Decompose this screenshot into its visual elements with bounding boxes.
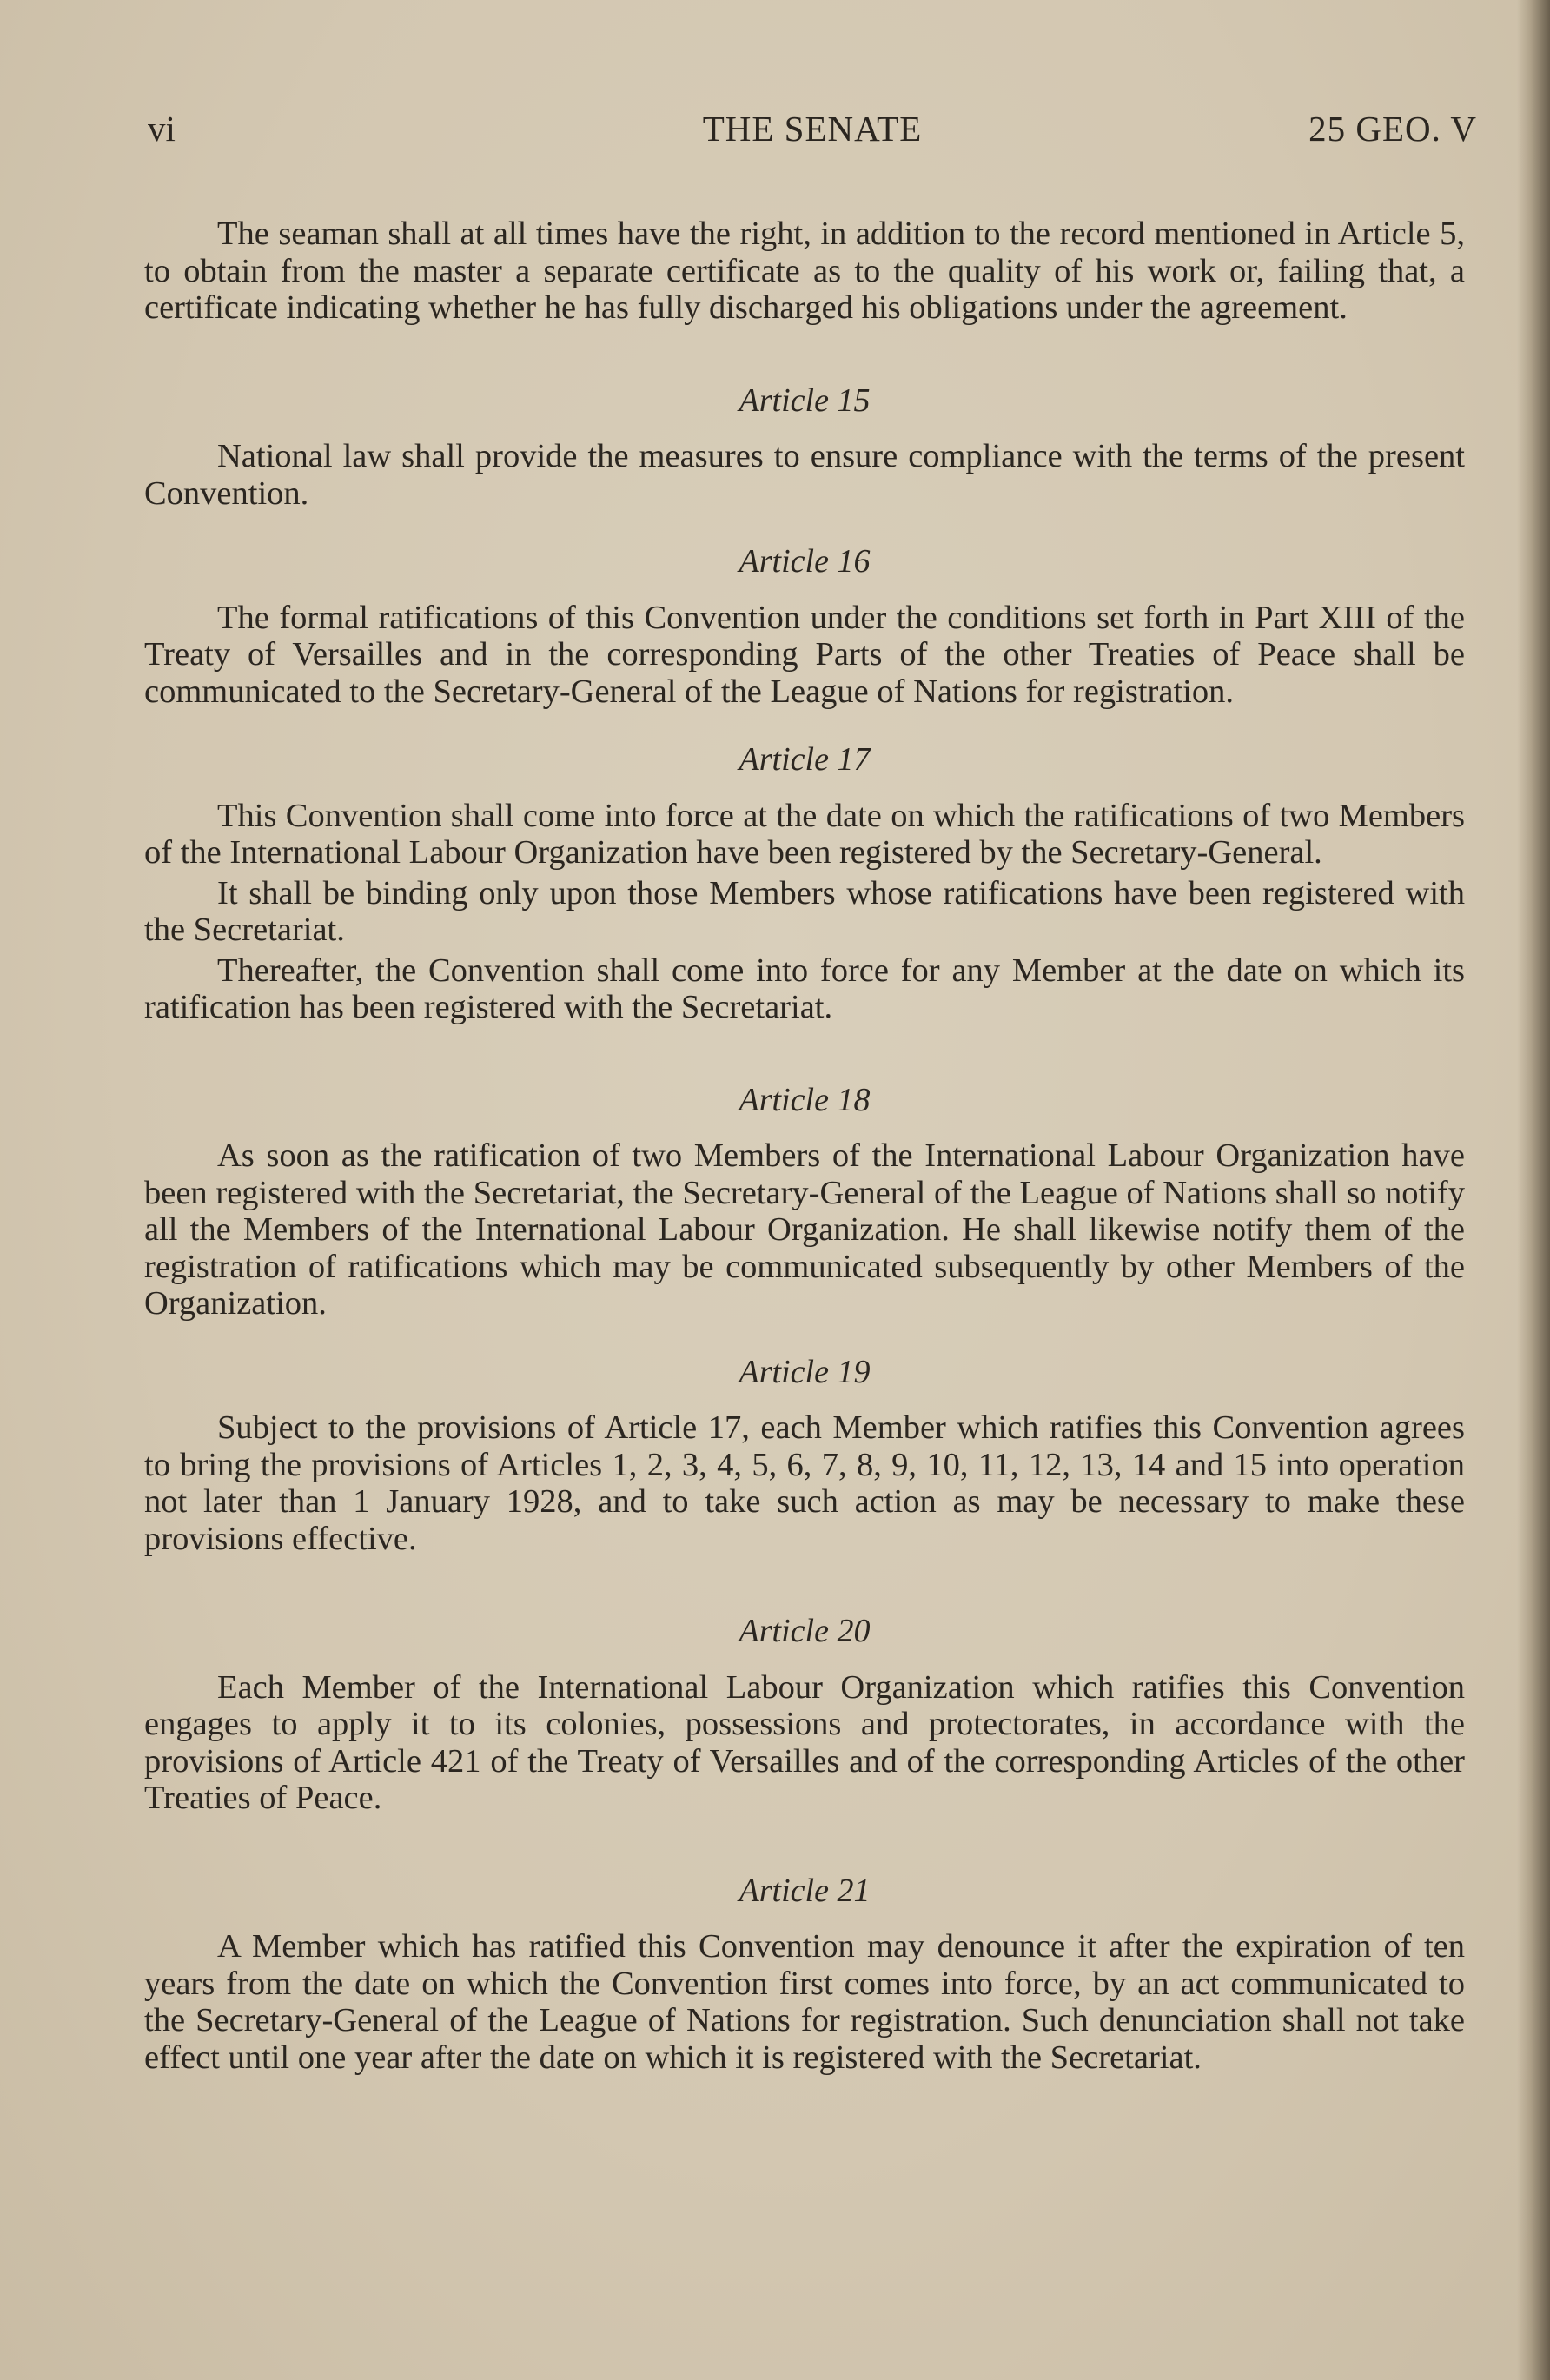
paragraph-article-21: A Member which has ratified this Convention may denounce it after the expiration of ten years from the date on which the Convention first comes into force, by an act communicated to the Secretary-General of the League of Nations for registration. Such denunciation shall not take effect until one year after the date on which it is registered with the Secretariat. [144,1928,1465,2076]
paragraph-article-17-c: Thereafter, the Convention shall come into force for any Member at the date on which its ratification has been registered with the Secretariat. [144,951,1465,1025]
paragraph-article-18: As soon as the ratification of two Members of the International Labour Organization have been registered with the Secretariat, the Secretary-General of the League of Nations shall so notify all the Members of the International Labour Organization. He shall likewise notify them of the registration of ratifications which may be communicated subsequently by other Members of the Organization. [144,1137,1465,1322]
running-head [148,108,1477,160]
body-text [144,215,1465,2076]
running-title: THE SENATE [702,109,923,149]
heading-article-20: Article 20 [739,1613,871,1649]
paragraph-intro: The seaman shall at all times have the right, in addition to the record mentioned in Article 5, to obtain from the master a separate certificate as to the quality of his work or, failing that, a certificate indicating whether he has fully discharged his obligations under the agreement. [144,215,1465,326]
heading-article-16: Article 16 [739,543,871,580]
paragraph-article-17-b: It shall be binding only upon those Members whose ratifications have been registered with the Secretariat. [144,874,1465,948]
paragraph-article-15: National law shall provide the measures to ensure compliance with the terms of the present Convention. [144,438,1465,512]
page-number: vi [148,109,176,149]
page-edge-shadow [1517,0,1550,2380]
paragraph-article-17-a: This Convention shall come into force at the date on which the ratifications of two Members of the International Labour Organization have been registered by the Secretary-General. [144,797,1465,871]
heading-article-19: Article 19 [739,1353,871,1390]
volume-reference: 25 GEO. V [1308,109,1477,149]
paragraph-article-19: Subject to the provisions of Article 17, each Member which ratifies this Convention agrees to bring the provisions of Articles 1, 2, 3, 4, 5, 6, 7, 8, 9, 10, 11, 12, 13, 14 and 15 into operation not later than 1 January 1928, and to take such action as may be necessary to make these provisions effective. [144,1409,1465,1557]
heading-article-18: Article 18 [739,1081,871,1118]
heading-article-17: Article 17 [739,741,871,778]
heading-article-21: Article 21 [739,1872,871,1909]
paragraph-article-20: Each Member of the International Labour Organization which ratifies this Convention engages to apply it to its colonies, possessions and protectorates, in accordance with the provisions of Article 421 of the Treaty of Versailles and of the corresponding Articles of the other Treaties of Peace. [144,1668,1465,1816]
heading-article-15: Article 15 [739,381,871,419]
paragraph-article-16: The formal ratifications of this Convention under the conditions set forth in Part XIII of the Treaty of Versailles and in the corresponding Parts of the other Treaties of Peace shall be communicated to the Secretary-General of the League of Nations for registration. [144,599,1465,710]
